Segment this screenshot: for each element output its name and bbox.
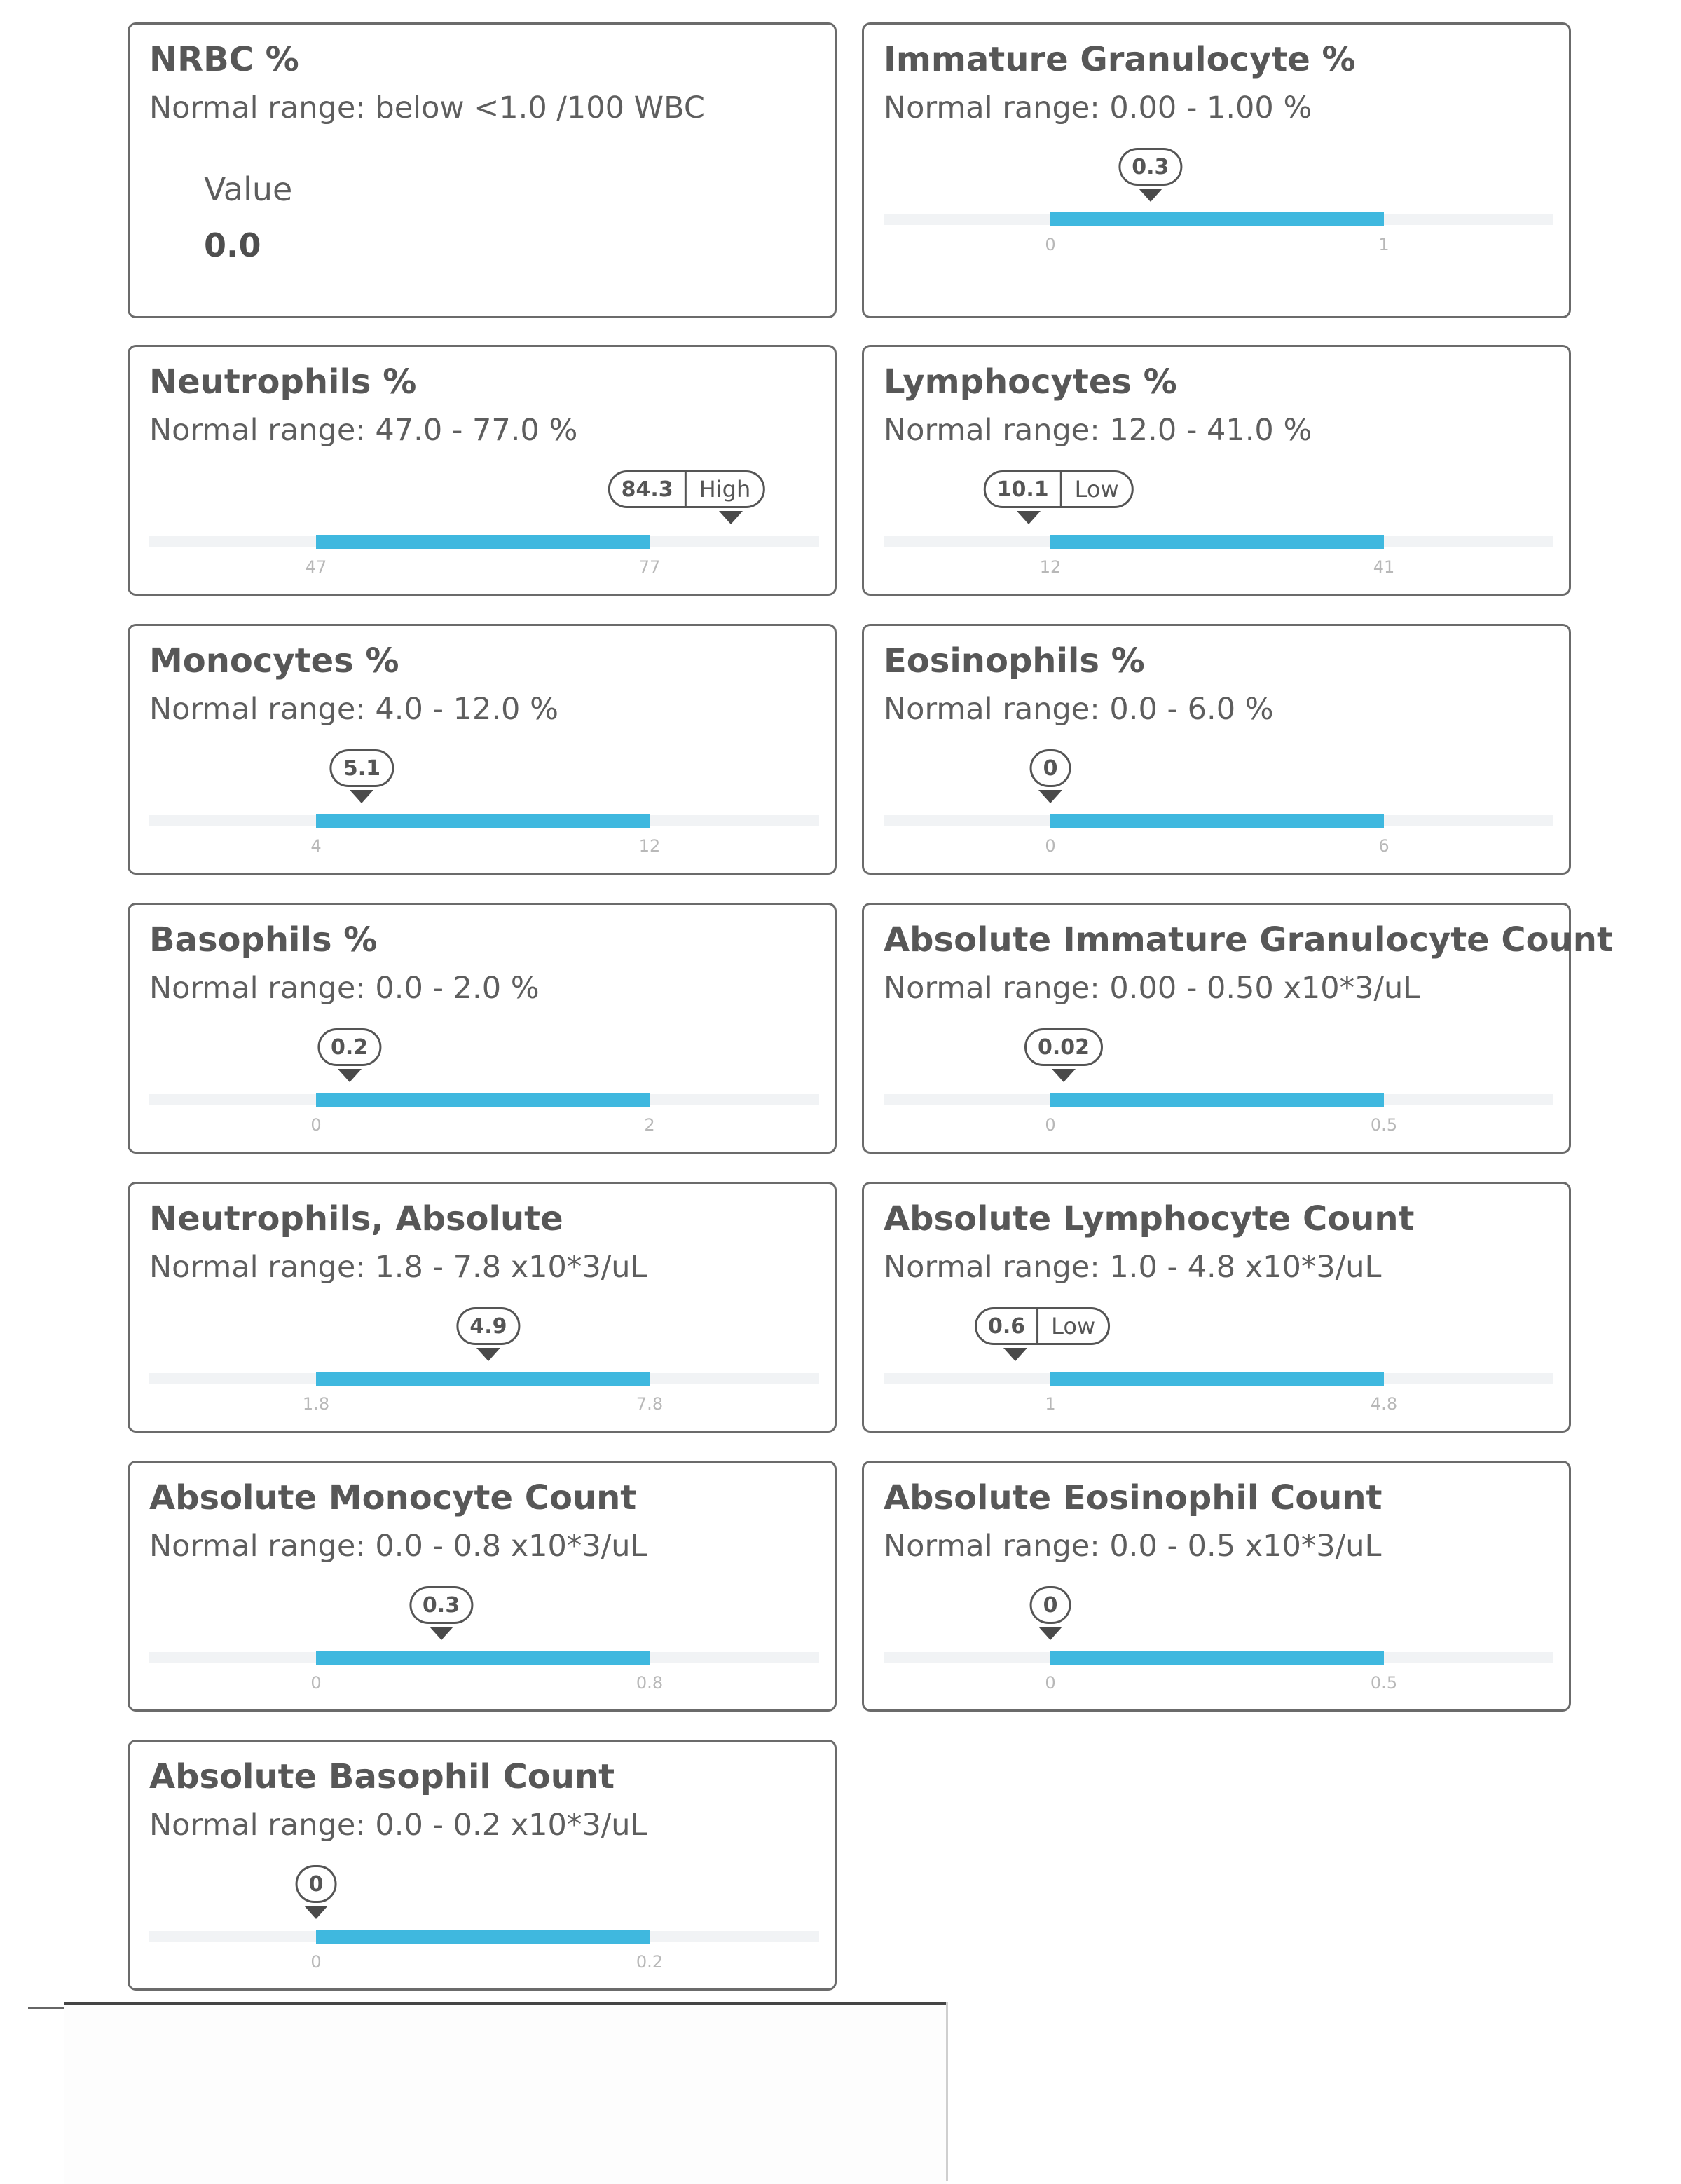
scan-artifact-paper (64, 2002, 947, 2184)
result-title: Absolute Immature Granulocyte Count (884, 920, 1613, 960)
result-value: 0 (1043, 1592, 1058, 1618)
value-bubble (608, 470, 766, 508)
result-value: 4.9 (469, 1313, 507, 1339)
range-high-label: 0.5 (1370, 1673, 1398, 1693)
value-bubble (330, 749, 394, 787)
result-card (128, 624, 837, 875)
range-low-label: 47 (305, 557, 327, 577)
value-bubble (984, 470, 1134, 508)
scan-artifact-line (28, 2007, 70, 2009)
range-low-label: 0 (310, 1115, 322, 1135)
range-high-label: 4.8 (1370, 1394, 1398, 1414)
result-value: 5.1 (343, 756, 381, 781)
normal-range-text: Normal range: 1.8 - 7.8 x10*3/uL (149, 1250, 647, 1285)
value-bubble (296, 1865, 337, 1903)
normal-range-text: Normal range: 0.0 - 6.0 % (884, 692, 1274, 727)
result-card (862, 1461, 1571, 1712)
range-low-label: 0 (310, 1952, 322, 1972)
result-card (862, 624, 1571, 875)
value-pointer (719, 511, 743, 524)
result-title: Absolute Monocyte Count (149, 1478, 637, 1517)
result-value: 0.02 (1038, 1035, 1090, 1060)
value-pointer (1038, 790, 1062, 803)
range-low-label: 1 (1045, 1394, 1056, 1414)
result-flag: High (685, 472, 764, 506)
result-title: Monocytes % (149, 641, 399, 681)
value-label: Value (204, 170, 293, 208)
result-value: 0.2 (331, 1035, 369, 1060)
range-low-label: 0 (1045, 836, 1056, 856)
range-high-label: 12 (638, 836, 661, 856)
range-low-label: 0 (1045, 1673, 1056, 1693)
result-card (128, 22, 837, 318)
range-low-label: 4 (310, 836, 322, 856)
result-title: Basophils % (149, 920, 378, 960)
range-low-label: 0 (1045, 235, 1056, 254)
range-high-label: 0.5 (1370, 1115, 1398, 1135)
range-high-label: 0.2 (636, 1952, 664, 1972)
value-pointer (338, 1069, 362, 1082)
range-high-label: 7.8 (636, 1394, 664, 1414)
normal-range-bar (316, 1093, 650, 1107)
result-value: 10.1 (996, 477, 1049, 502)
value-pointer (1139, 189, 1162, 202)
result-title: Neutrophils, Absolute (149, 1199, 563, 1238)
result-value: 0.0 (204, 226, 261, 264)
normal-range-bar (1050, 1372, 1384, 1386)
normal-range-bar (316, 1651, 650, 1665)
range-high-label: 6 (1378, 836, 1390, 856)
normal-range-bar (316, 1372, 650, 1386)
range-high-label: 0.8 (636, 1673, 664, 1693)
result-title: Eosinophils % (884, 641, 1145, 681)
value-bubble (409, 1586, 473, 1624)
normal-range-bar (1050, 212, 1384, 226)
normal-range-bar (1050, 535, 1384, 549)
normal-range-text: Normal range: 12.0 - 41.0 % (884, 413, 1312, 448)
result-title: Absolute Eosinophil Count (884, 1478, 1382, 1517)
result-value: 84.3 (621, 477, 673, 502)
result-card (862, 22, 1571, 318)
result-title: Lymphocytes % (884, 362, 1177, 402)
normal-range-bar (1050, 1651, 1384, 1665)
result-card (862, 1182, 1571, 1433)
result-title: Neutrophils % (149, 362, 417, 402)
value-bubble (317, 1028, 381, 1066)
result-card (128, 345, 837, 596)
value-bubble (1030, 1586, 1071, 1624)
value-bubble (1024, 1028, 1103, 1066)
value-pointer (430, 1627, 453, 1640)
result-card (862, 903, 1613, 1154)
range-high-label: 77 (638, 557, 661, 577)
normal-range-text: Normal range: 0.00 - 0.50 x10*3/uL (884, 971, 1420, 1006)
normal-range-bar (316, 535, 650, 549)
range-high-label: 2 (644, 1115, 655, 1135)
result-card (862, 345, 1571, 596)
value-pointer (304, 1906, 328, 1919)
value-pointer (476, 1348, 500, 1361)
range-low-label: 0 (1045, 1115, 1056, 1135)
result-card (128, 1740, 837, 1991)
normal-range-text: Normal range: 0.0 - 0.5 x10*3/uL (884, 1529, 1382, 1564)
value-bubble (1118, 148, 1182, 186)
result-title: Absolute Lymphocyte Count (884, 1199, 1415, 1238)
normal-range-text: Normal range: 47.0 - 77.0 % (149, 413, 578, 448)
result-card (128, 1461, 837, 1712)
result-card (128, 1182, 837, 1433)
value-pointer (1003, 1348, 1027, 1361)
normal-range-bar (1050, 1093, 1384, 1107)
range-low-label: 1.8 (302, 1394, 330, 1414)
range-high-label: 41 (1373, 557, 1395, 577)
normal-range-text: Normal range: 4.0 - 12.0 % (149, 692, 558, 727)
normal-range-text: Normal range: 0.00 - 1.00 % (884, 90, 1312, 125)
value-bubble (975, 1307, 1110, 1345)
value-pointer (1052, 1069, 1076, 1082)
result-value: 0.3 (422, 1592, 460, 1618)
result-card (128, 903, 837, 1154)
scan-artifact-edge (946, 2002, 948, 2181)
normal-range-text: Normal range: 0.0 - 0.2 x10*3/uL (149, 1808, 647, 1843)
normal-range-text: Normal range: 0.0 - 2.0 % (149, 971, 540, 1006)
result-value: 0.6 (987, 1313, 1026, 1339)
range-low-label: 12 (1039, 557, 1062, 577)
result-flag: Low (1060, 472, 1132, 506)
result-title: Absolute Basophil Count (149, 1757, 615, 1796)
range-high-label: 1 (1378, 235, 1390, 254)
range-low-label: 0 (310, 1673, 322, 1693)
value-pointer (1017, 511, 1041, 524)
value-bubble (1030, 749, 1071, 787)
normal-range-text: Normal range: 0.0 - 0.8 x10*3/uL (149, 1529, 647, 1564)
normal-range-bar (316, 1930, 650, 1944)
normal-range-bar (1050, 814, 1384, 828)
normal-range-bar (316, 814, 650, 828)
normal-range-text: Normal range: below <1.0 /100 WBC (149, 90, 705, 125)
value-bubble (456, 1307, 520, 1345)
result-flag: Low (1036, 1309, 1108, 1343)
result-title: NRBC % (149, 40, 299, 79)
result-title: Immature Granulocyte % (884, 40, 1356, 79)
result-value: 0 (308, 1871, 324, 1897)
result-value: 0 (1043, 756, 1058, 781)
value-pointer (350, 790, 373, 803)
result-value: 0.3 (1132, 154, 1169, 179)
normal-range-text: Normal range: 1.0 - 4.8 x10*3/uL (884, 1250, 1382, 1285)
value-pointer (1038, 1627, 1062, 1640)
